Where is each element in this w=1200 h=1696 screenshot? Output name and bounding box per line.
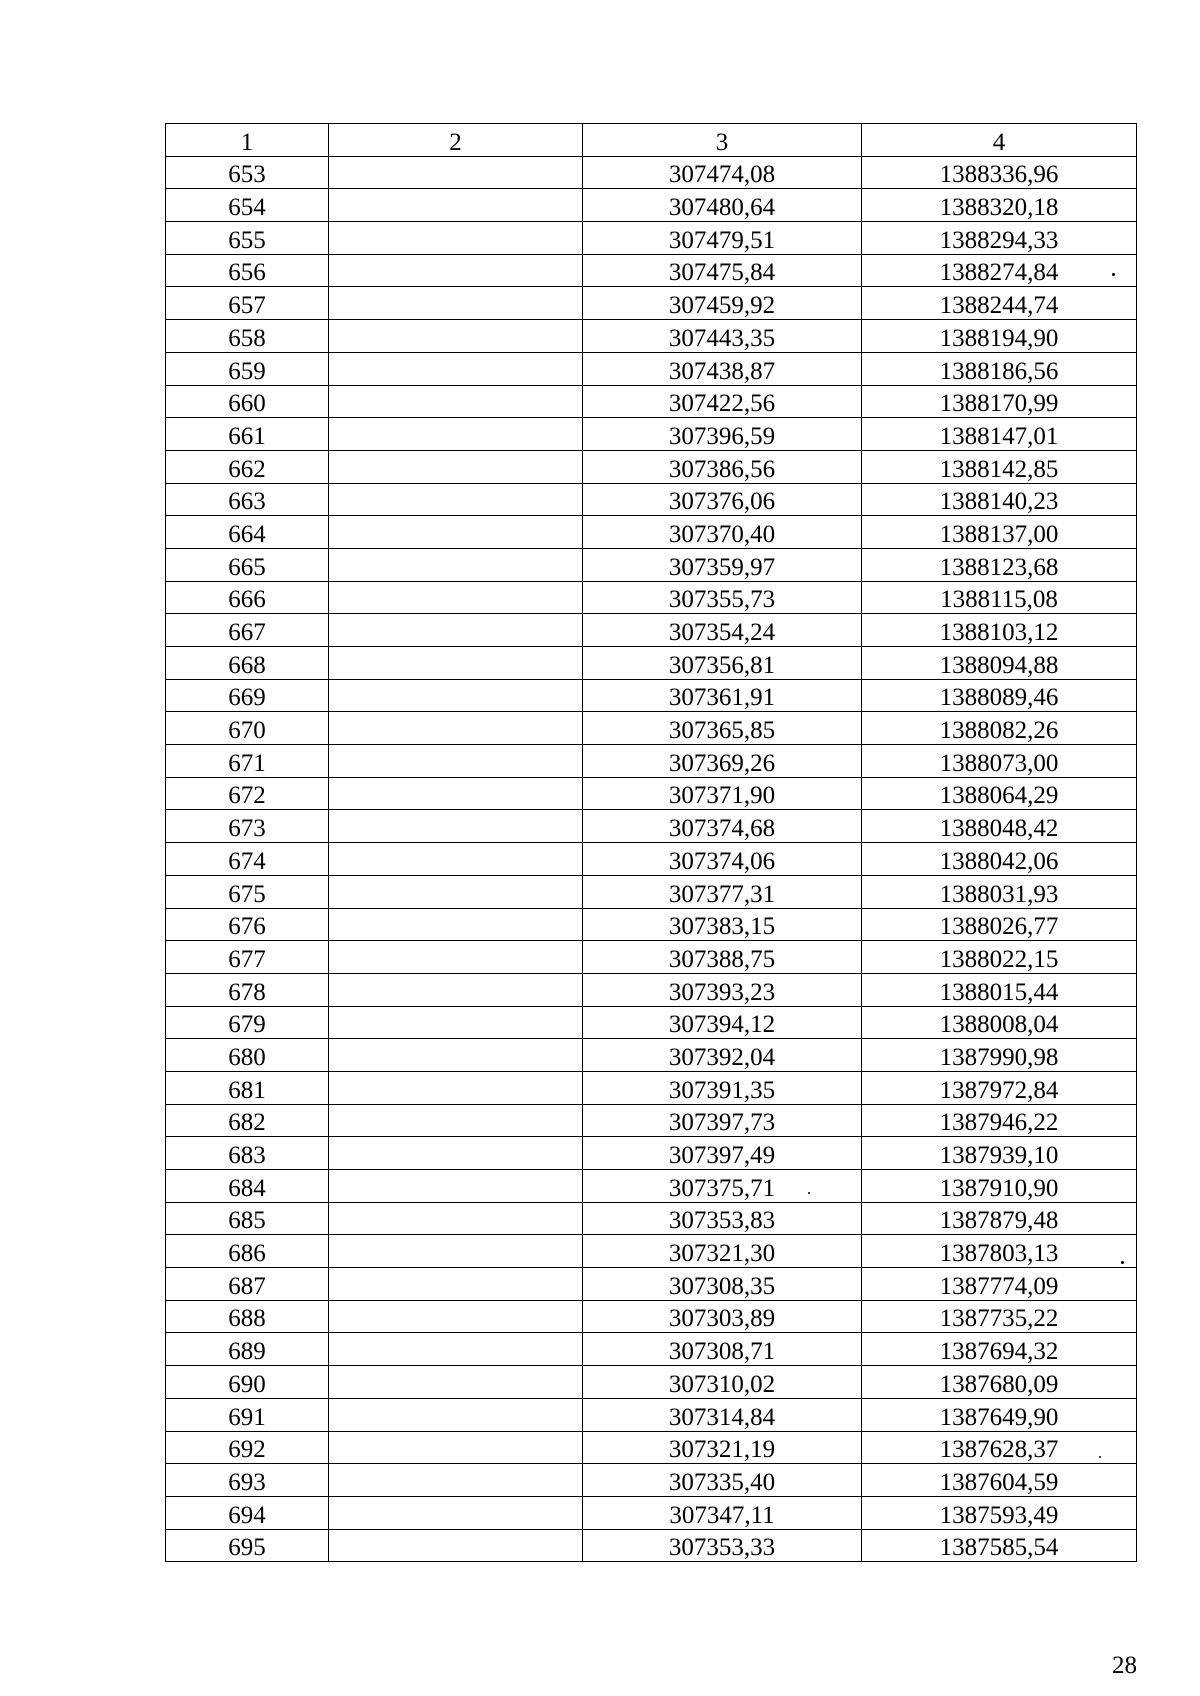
table-cell-col1: 678	[166, 973, 329, 1006]
table-cell-col4: 1387946,22	[862, 1104, 1137, 1137]
table-cell-col1: 666	[166, 581, 329, 614]
table-row	[166, 1268, 1137, 1301]
table-cell-col2	[329, 189, 583, 222]
table-cell-col1: 661	[166, 418, 329, 451]
table-cell-col1: 688	[166, 1300, 329, 1333]
table-cell-col1: 683	[166, 1137, 329, 1170]
table-cell-col3: 307321,30	[583, 1235, 862, 1268]
table-cell-col3: 307386,56	[583, 450, 862, 483]
page-number: 28	[1112, 1652, 1137, 1679]
table-row	[166, 254, 1137, 287]
table-cell-col4: 1387593,49	[862, 1496, 1137, 1529]
table-cell-col2	[329, 1268, 583, 1301]
table-cell-col2	[329, 875, 583, 908]
table-cell-col3: 307397,49	[583, 1137, 862, 1170]
table-cell-col2	[329, 1039, 583, 1072]
table-row	[166, 1006, 1137, 1039]
table-row	[166, 1300, 1137, 1333]
table-cell-col4: 1388042,06	[862, 843, 1137, 876]
table-cell-col3: 307374,06	[583, 843, 862, 876]
table-row	[166, 1071, 1137, 1104]
table-cell-col4: 1387879,48	[862, 1202, 1137, 1235]
table-cell-col1: 680	[166, 1039, 329, 1072]
table-cell-col1: 684	[166, 1170, 329, 1203]
table-row	[166, 875, 1137, 908]
table-cell-col4: 1388170,99	[862, 385, 1137, 418]
table-row	[166, 1039, 1137, 1072]
table-cell-col1: 653	[166, 156, 329, 189]
table-cell-col4: 1387939,10	[862, 1137, 1137, 1170]
table-cell-col4: 1388186,56	[862, 352, 1137, 385]
table-row	[166, 385, 1137, 418]
table-row	[166, 908, 1137, 941]
table-cell-col1: 654	[166, 189, 329, 222]
table-cell-col4: 1387604,59	[862, 1464, 1137, 1497]
table-cell-col1: 674	[166, 843, 329, 876]
table-cell-col3: 307377,31	[583, 875, 862, 908]
table-row	[166, 1529, 1137, 1562]
table-cell-col2	[329, 1170, 583, 1203]
table-cell-col4: 1388064,29	[862, 777, 1137, 810]
table-cell-col4: 1388103,12	[862, 614, 1137, 647]
table-cell-col1: 675	[166, 875, 329, 908]
table-cell-col1: 682	[166, 1104, 329, 1137]
table-cell-col1: 692	[166, 1431, 329, 1464]
table-cell-col1: 660	[166, 385, 329, 418]
table-cell-col1: 669	[166, 679, 329, 712]
table-cell-col4: 1387694,32	[862, 1333, 1137, 1366]
table-cell-col4: 1388274,84	[862, 254, 1137, 287]
table-cell-col3: 307376,06	[583, 483, 862, 516]
table-row	[166, 1235, 1137, 1268]
scan-speck	[1099, 1456, 1101, 1458]
table-cell-col4: 1387628,37	[862, 1431, 1137, 1464]
table-cell-col3: 307394,12	[583, 1006, 862, 1039]
table-cell-col3: 307397,73	[583, 1104, 862, 1137]
table-cell-col4: 1388244,74	[862, 287, 1137, 320]
table-cell-col1: 686	[166, 1235, 329, 1268]
table-row	[166, 320, 1137, 353]
table-row	[166, 156, 1137, 189]
table-cell-col4: 1388194,90	[862, 320, 1137, 353]
table-cell-col1: 687	[166, 1268, 329, 1301]
table-row	[166, 1398, 1137, 1431]
table-cell-col4: 1387910,90	[862, 1170, 1137, 1203]
table-cell-col3: 307308,71	[583, 1333, 862, 1366]
scan-speck	[808, 1192, 810, 1194]
table-cell-col3: 307443,35	[583, 320, 862, 353]
table-cell-col3: 307369,26	[583, 745, 862, 778]
table-row	[166, 679, 1137, 712]
table-cell-col3: 307321,19	[583, 1431, 862, 1464]
table-row	[166, 189, 1137, 222]
table-cell-col2	[329, 287, 583, 320]
header-row	[166, 124, 1137, 157]
table-row	[166, 581, 1137, 614]
table-cell-col4: 1387774,09	[862, 1268, 1137, 1301]
table-cell-col4: 1388140,23	[862, 483, 1137, 516]
scan-speck	[1121, 1261, 1124, 1264]
table-cell-col3: 307371,90	[583, 777, 862, 810]
table-cell-col3: 307370,40	[583, 516, 862, 549]
table-cell-col2	[329, 1104, 583, 1137]
table-cell-col2	[329, 1529, 583, 1562]
table-cell-col2	[329, 156, 583, 189]
table-row	[166, 647, 1137, 680]
table-cell-col2	[329, 352, 583, 385]
table-cell-col4: 1388008,04	[862, 1006, 1137, 1039]
coordinates-table	[165, 123, 1137, 1562]
table-cell-col2	[329, 418, 583, 451]
table-cell-col1: 658	[166, 320, 329, 353]
table-cell-col1: 679	[166, 1006, 329, 1039]
table-cell-col3: 307359,97	[583, 548, 862, 581]
table-cell-col2	[329, 483, 583, 516]
table-cell-col1: 695	[166, 1529, 329, 1562]
table-cell-col3: 307354,24	[583, 614, 862, 647]
table-cell-col4: 1388320,18	[862, 189, 1137, 222]
table-cell-col3: 307396,59	[583, 418, 862, 451]
table-row	[166, 352, 1137, 385]
table-cell-col2	[329, 1496, 583, 1529]
table-cell-col3: 307353,83	[583, 1202, 862, 1235]
table-cell-col2	[329, 908, 583, 941]
table-cell-col3: 307391,35	[583, 1071, 862, 1104]
table-row	[166, 973, 1137, 1006]
table-cell-col1: 657	[166, 287, 329, 320]
table-row	[166, 483, 1137, 516]
table-row	[166, 450, 1137, 483]
table-cell-col3: 307353,33	[583, 1529, 862, 1562]
table-cell-col4: 1387803,13	[862, 1235, 1137, 1268]
table-cell-col4: 1388336,96	[862, 156, 1137, 189]
table-cell-col2	[329, 1235, 583, 1268]
table-cell-col2	[329, 777, 583, 810]
table-cell-col3: 307303,89	[583, 1300, 862, 1333]
table-cell-col2	[329, 320, 583, 353]
table-cell-col2	[329, 712, 583, 745]
table-cell-col2	[329, 1333, 583, 1366]
table-cell-col1: 662	[166, 450, 329, 483]
table-cell-col4: 1387990,98	[862, 1039, 1137, 1072]
table-row	[166, 418, 1137, 451]
table-cell-col3: 307361,91	[583, 679, 862, 712]
table-cell-col4: 1388082,26	[862, 712, 1137, 745]
table-cell-col2	[329, 941, 583, 974]
table-cell-col4: 1388123,68	[862, 548, 1137, 581]
table-header	[166, 124, 1137, 157]
table-row	[166, 548, 1137, 581]
table-cell-col1: 689	[166, 1333, 329, 1366]
table-cell-col3: 307388,75	[583, 941, 862, 974]
table-cell-col3: 307474,08	[583, 156, 862, 189]
table-cell-col2	[329, 1366, 583, 1399]
table-row	[166, 1104, 1137, 1137]
table-cell-col3: 307314,84	[583, 1398, 862, 1431]
table-row	[166, 1366, 1137, 1399]
table-cell-col3: 307356,81	[583, 647, 862, 680]
table-body	[166, 156, 1137, 1562]
table-cell-col4: 1388142,85	[862, 450, 1137, 483]
table-cell-col3: 307392,04	[583, 1039, 862, 1072]
table-cell-col1: 655	[166, 222, 329, 255]
table-cell-col1: 694	[166, 1496, 329, 1529]
table-cell-col2	[329, 973, 583, 1006]
table-cell-col3: 307308,35	[583, 1268, 862, 1301]
table-cell-col2	[329, 679, 583, 712]
table-row	[166, 614, 1137, 647]
table-cell-col2	[329, 614, 583, 647]
table-cell-col3: 307475,84	[583, 254, 862, 287]
table-cell-col2	[329, 254, 583, 287]
table-cell-col3: 307365,85	[583, 712, 862, 745]
table-row	[166, 1202, 1137, 1235]
table-cell-col4: 1388147,01	[862, 418, 1137, 451]
table-cell-col1: 685	[166, 1202, 329, 1235]
header-cell-col2: 2	[329, 124, 583, 157]
table-cell-col2	[329, 1398, 583, 1431]
table-cell-col2	[329, 1464, 583, 1497]
table-cell-col2	[329, 810, 583, 843]
table-row	[166, 941, 1137, 974]
table-cell-col4: 1387649,90	[862, 1398, 1137, 1431]
table-cell-col4: 1388115,08	[862, 581, 1137, 614]
table-cell-col2	[329, 450, 583, 483]
table-cell-col1: 673	[166, 810, 329, 843]
table-cell-col4: 1388048,42	[862, 810, 1137, 843]
table-cell-col1: 677	[166, 941, 329, 974]
table-cell-col4: 1388026,77	[862, 908, 1137, 941]
table-row	[166, 516, 1137, 549]
table-cell-col4: 1387585,54	[862, 1529, 1137, 1562]
table-cell-col2	[329, 1137, 583, 1170]
table-cell-col3: 307375,71	[583, 1170, 862, 1203]
table-cell-col4: 1388073,00	[862, 745, 1137, 778]
table-cell-col4: 1387972,84	[862, 1071, 1137, 1104]
table-cell-col2	[329, 581, 583, 614]
table-cell-col2	[329, 516, 583, 549]
table-cell-col4: 1387680,09	[862, 1366, 1137, 1399]
table-cell-col1: 681	[166, 1071, 329, 1104]
table-cell-col3: 307355,73	[583, 581, 862, 614]
table-cell-col4: 1388294,33	[862, 222, 1137, 255]
table-cell-col4: 1388137,00	[862, 516, 1137, 549]
table-cell-col1: 676	[166, 908, 329, 941]
table-cell-col1: 663	[166, 483, 329, 516]
table-cell-col2	[329, 1431, 583, 1464]
table-cell-col3: 307438,87	[583, 352, 862, 385]
table-cell-col2	[329, 1202, 583, 1235]
table-cell-col1: 665	[166, 548, 329, 581]
table-row	[166, 810, 1137, 843]
table-cell-col4: 1387735,22	[862, 1300, 1137, 1333]
table-cell-col2	[329, 1071, 583, 1104]
table-cell-col1: 664	[166, 516, 329, 549]
table-cell-col1: 667	[166, 614, 329, 647]
table-cell-col4: 1388089,46	[862, 679, 1137, 712]
table-cell-col2	[329, 647, 583, 680]
table-cell-col2	[329, 548, 583, 581]
table-cell-col2	[329, 1006, 583, 1039]
table-cell-col3: 307347,11	[583, 1496, 862, 1529]
table-cell-col3: 307374,68	[583, 810, 862, 843]
table-row	[166, 777, 1137, 810]
table-row	[166, 1170, 1137, 1203]
table-row	[166, 745, 1137, 778]
table-cell-col1: 656	[166, 254, 329, 287]
table-row	[166, 222, 1137, 255]
table-cell-col3: 307422,56	[583, 385, 862, 418]
table-cell-col3: 307393,23	[583, 973, 862, 1006]
table-row	[166, 1431, 1137, 1464]
table-cell-col3: 307459,92	[583, 287, 862, 320]
table-cell-col4: 1388022,15	[862, 941, 1137, 974]
table-row	[166, 287, 1137, 320]
header-cell-col1: 1	[166, 124, 329, 157]
table-cell-col3: 307480,64	[583, 189, 862, 222]
table-row	[166, 1464, 1137, 1497]
table-cell-col1: 690	[166, 1366, 329, 1399]
table-cell-col3: 307335,40	[583, 1464, 862, 1497]
table-cell-col2	[329, 385, 583, 418]
header-cell-col3: 3	[583, 124, 862, 157]
table-cell-col1: 671	[166, 745, 329, 778]
table-cell-col2	[329, 1300, 583, 1333]
header-cell-col4: 4	[862, 124, 1137, 157]
table-cell-col4: 1388094,88	[862, 647, 1137, 680]
table-cell-col1: 691	[166, 1398, 329, 1431]
table-cell-col1: 693	[166, 1464, 329, 1497]
table-cell-col3: 307479,51	[583, 222, 862, 255]
table-cell-col4: 1388031,93	[862, 875, 1137, 908]
table-cell-col3: 307310,02	[583, 1366, 862, 1399]
table-cell-col1: 672	[166, 777, 329, 810]
table-row	[166, 712, 1137, 745]
table-row	[166, 843, 1137, 876]
table-row	[166, 1496, 1137, 1529]
table-cell-col3: 307383,15	[583, 908, 862, 941]
table-row	[166, 1137, 1137, 1170]
table-cell-col1: 668	[166, 647, 329, 680]
table-cell-col2	[329, 745, 583, 778]
table-cell-col1: 670	[166, 712, 329, 745]
table-cell-col2	[329, 222, 583, 255]
table-cell-col2	[329, 843, 583, 876]
table-row	[166, 1333, 1137, 1366]
table-cell-col4: 1388015,44	[862, 973, 1137, 1006]
table-cell-col1: 659	[166, 352, 329, 385]
scan-speck	[1112, 273, 1115, 276]
